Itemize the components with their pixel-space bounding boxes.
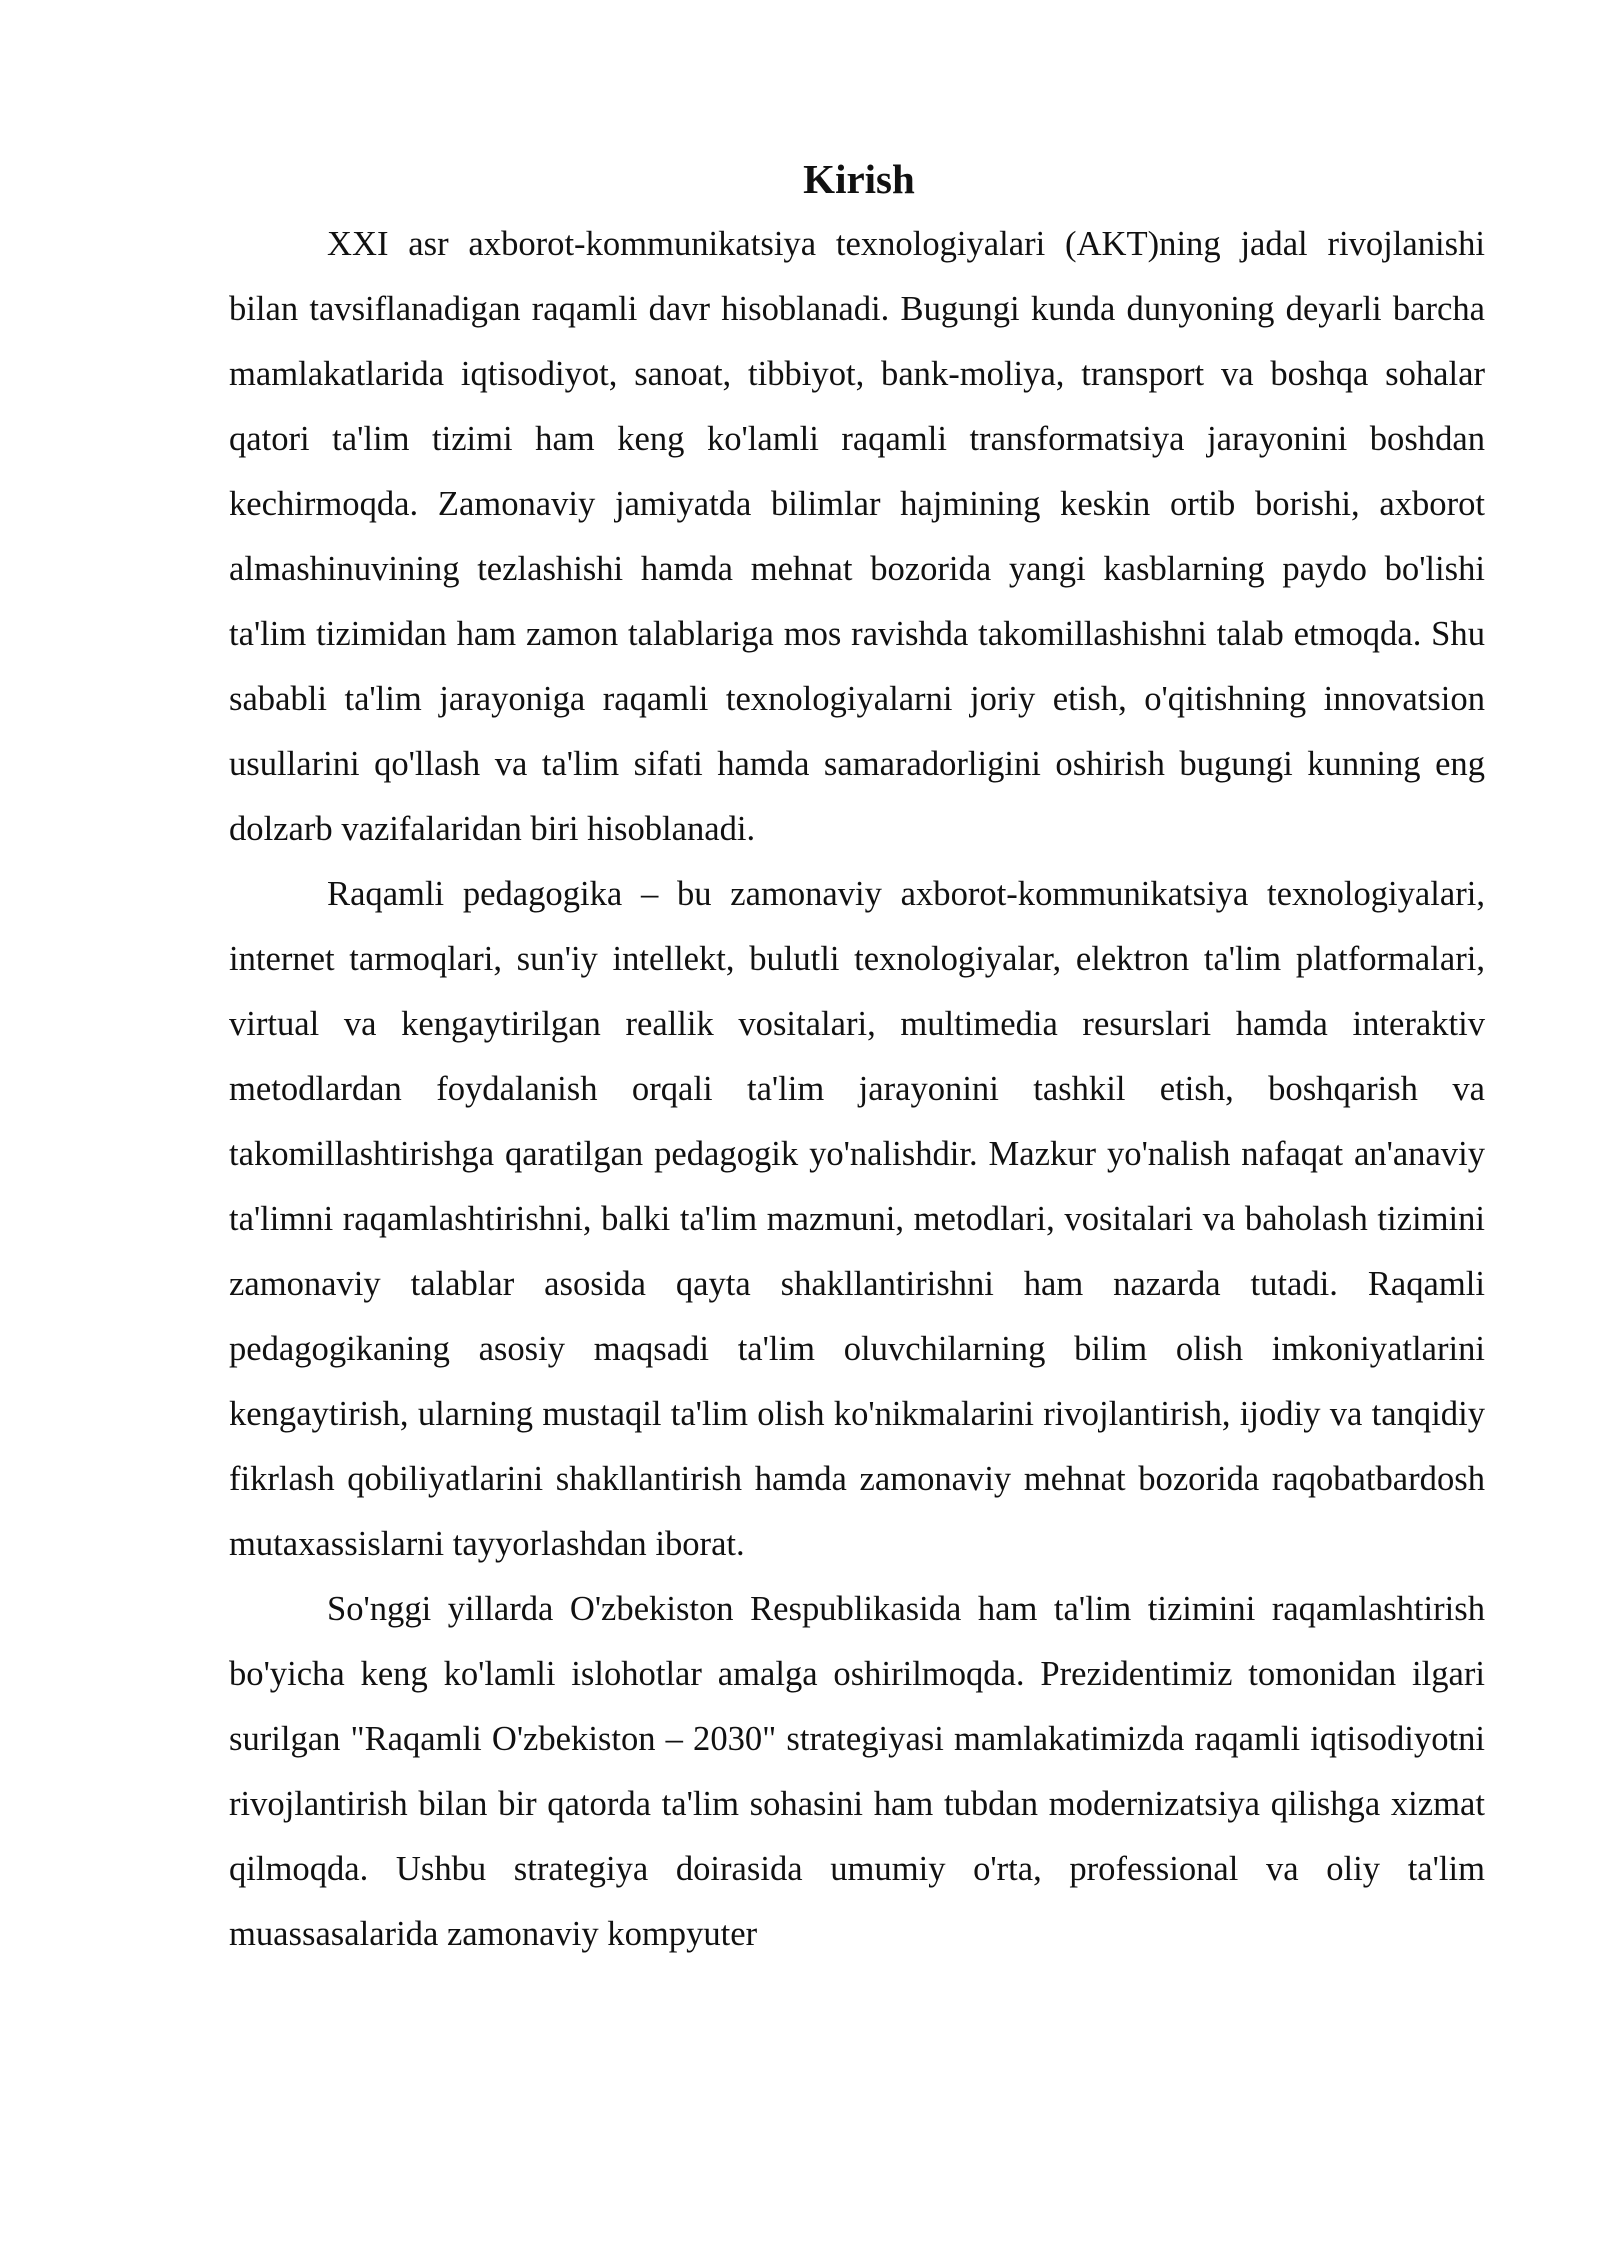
document-page	[229, 150, 1485, 1967]
paragraph-uzbekistan-reforms: So'nggi yillarda O'zbekiston Respublikasida ham ta'lim tizimini raqamlashtirish bo'yicha keng ko'lamli islohotlar amalga oshirilmoqda. Prezidentimiz tomonidan ilgari surilgan "Raqamli O'zbekiston – 2030" strategiyasi mamlakatimizda raqamli iqtisodiyotni rivojlantirish bilan bir qatorda ta'lim sohasini ham tubdan modernizatsiya qilishga xizmat qilmoqda. Ushbu strategiya doirasida umumiy o'rta, professional va oliy ta'lim muassasalarida zamonaviy kompyuter	[229, 1590, 1485, 1953]
paragraph-digital-pedagogy: Raqamli pedagogika – bu zamonaviy axborot-kommunikatsiya texnologiyalari, internet tarmoqlari, sun'iy intellekt, bulutli texnologiyalar, elektron ta'lim platformalari, virtual va kengaytirilgan reallik vositalari, multimedia resurslari hamda interaktiv metodlardan foydalanish orqali ta'lim jarayonini tashkil etish, boshqarish va takomillashtirishga qaratilgan pedagogik yo'nalishdir. Mazkur yo'nalish nafaqat an'anaviy ta'limni raqamlashtirishni, balki ta'lim mazmuni, metodlari, vositalari va baholash tizimini zamonaviy talablar asosida qayta shakllantirishni ham nazarda tutadi. Raqamli pedagogikaning asosiy maqsadi ta'lim oluvchilarning bilim olish imkoniyatlarini kengaytirish, ularning mustaqil ta'lim olish ko'nikmalarini rivojlantirish, ijodiy va tanqidiy fikrlash qobiliyatlarini shakllantirish hamda zamonaviy mehnat bozorida raqobatbardosh mutaxassislarni tayyorlashdan iborat.	[229, 875, 1485, 1563]
document-title: Kirish	[803, 156, 915, 202]
paragraph-intro: XXI asr axborot-kommunikatsiya texnologiyalari (AKT)ning jadal rivojlanishi bilan tavsiflanadigan raqamli davr hisoblanadi. Bugungi kunda dunyoning deyarli barcha mamlakatlarida iqtisodiyot, sanoat, tibbiyot, bank-moliya, transport va boshqa sohalar qatori ta'lim tizimi ham keng ko'lamli raqamli transformatsiya jarayonini boshdan kechirmoqda. Zamonaviy jamiyatda bilimlar hajmining keskin ortib borishi, axborot almashinuvining tezlashishi hamda mehnat bozorida yangi kasblarning paydo bo'lishi ta'lim tizimidan ham zamon talablariga mos ravishda takomillashishni talab etmoqda. Shu sababli ta'lim jarayoniga raqamli texnologiyalarni joriy etish, o'qitishning innovatsion usullarini qo'llash va ta'lim sifati hamda samaradorligini oshirish bugungi kunning eng dolzarb vazifalaridan biri hisoblanadi.	[229, 225, 1485, 848]
